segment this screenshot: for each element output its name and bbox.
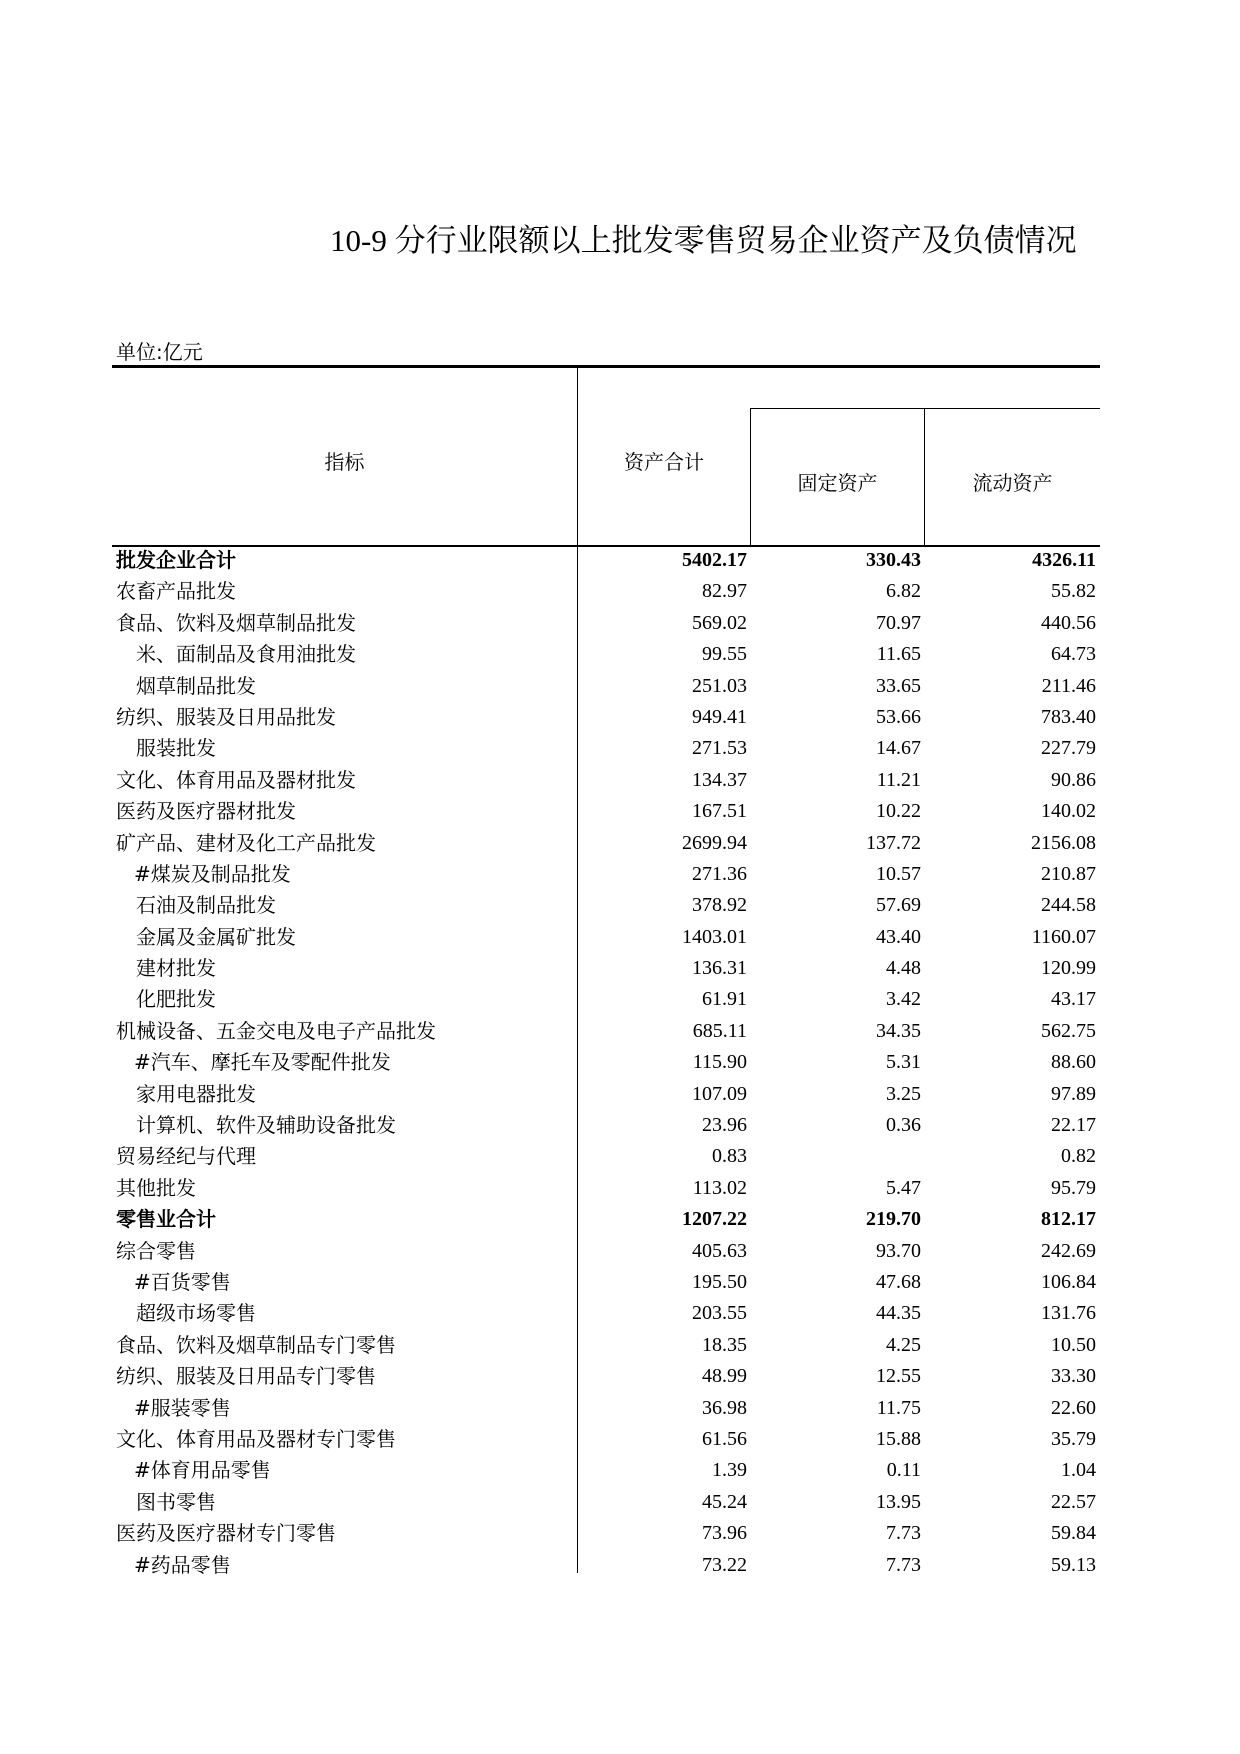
fixed-assets-cell: 44.35 — [876, 1302, 921, 1325]
fixed-assets-cell: 0.11 — [886, 1459, 921, 1482]
fixed-assets-cell: 6.82 — [886, 580, 921, 603]
total-assets-cell: 107.09 — [692, 1082, 747, 1105]
current-assets-cell: 783.40 — [1041, 705, 1096, 728]
fixed-assets-cell: 10.57 — [876, 862, 921, 885]
fixed-assets-cell: 11.65 — [876, 643, 921, 666]
current-assets-cell: 90.86 — [1051, 768, 1096, 791]
fixed-assets-cell: 10.22 — [876, 800, 921, 823]
table-row — [112, 953, 1100, 984]
fixed-assets-cell: 93.70 — [876, 1239, 921, 1262]
row-label: 化肥批发 — [136, 987, 216, 1012]
table-row — [112, 890, 1100, 921]
table-row — [112, 828, 1100, 859]
header-indicator: 指标 — [324, 450, 365, 474]
fixed-assets-cell: 219.70 — [866, 1208, 921, 1231]
fixed-assets-cell: 47.68 — [876, 1270, 921, 1293]
fixed-assets-cell: 7.73 — [886, 1553, 921, 1576]
fixed-assets-cell: 5.31 — [886, 1051, 921, 1074]
page-title: 10-9 分行业限额以上批发零售贸易企业资产及负债情况 — [330, 223, 1077, 258]
row-label: #煤炭及制品批发 — [134, 861, 291, 886]
table-row — [112, 765, 1100, 796]
table-top-rule — [112, 365, 1100, 368]
current-assets-cell: 140.02 — [1041, 800, 1096, 823]
row-label: 机械设备、五金交电及电子产品批发 — [116, 1018, 436, 1043]
fixed-assets-cell: 3.42 — [886, 988, 921, 1011]
total-assets-cell: 73.22 — [702, 1553, 747, 1576]
total-assets-cell: 2699.94 — [682, 831, 747, 854]
row-label: #百货零售 — [134, 1269, 231, 1294]
table-row — [112, 984, 1100, 1015]
total-assets-cell: 18.35 — [702, 1333, 747, 1356]
row-label: 服装批发 — [136, 736, 216, 761]
table-row — [112, 1047, 1100, 1078]
total-assets-cell: 251.03 — [692, 674, 747, 697]
table-row — [112, 1298, 1100, 1329]
total-assets-cell: 23.96 — [702, 1114, 747, 1137]
total-assets-cell: 82.97 — [702, 580, 747, 603]
fixed-assets-cell: 5.47 — [886, 1176, 921, 1199]
total-assets-cell: 45.24 — [702, 1490, 747, 1513]
total-assets-cell: 569.02 — [692, 611, 747, 634]
table-row — [112, 702, 1100, 733]
current-assets-cell: 2156.08 — [1031, 831, 1096, 854]
row-label: 文化、体育用品及器材批发 — [116, 767, 356, 792]
current-assets-cell: 120.99 — [1041, 957, 1096, 980]
total-assets-cell: 405.63 — [692, 1239, 747, 1262]
row-label: 金属及金属矿批发 — [136, 924, 296, 949]
table-row — [112, 922, 1100, 953]
table-row — [112, 1550, 1100, 1581]
table-body — [112, 545, 1100, 1581]
row-label: 纺织、服装及日用品批发 — [116, 704, 336, 729]
total-assets-cell: 378.92 — [692, 894, 747, 917]
fixed-assets-cell: 4.25 — [886, 1333, 921, 1356]
current-assets-cell: 22.57 — [1051, 1490, 1096, 1513]
current-assets-cell: 211.46 — [1041, 674, 1096, 697]
current-assets-cell: 562.75 — [1041, 1019, 1096, 1042]
row-label: #服装零售 — [134, 1395, 231, 1420]
current-assets-cell: 1.04 — [1061, 1459, 1096, 1482]
table-row — [112, 1424, 1100, 1455]
total-assets-cell: 949.41 — [692, 705, 747, 728]
total-assets-cell: 136.31 — [692, 957, 747, 980]
total-assets-cell: 271.36 — [692, 862, 747, 885]
subheader-top-rule — [750, 408, 1100, 409]
table-row — [112, 1455, 1100, 1486]
row-label: 石油及制品批发 — [136, 893, 276, 918]
current-assets-cell: 97.89 — [1051, 1082, 1096, 1105]
unit-label: 单位:亿元 — [116, 340, 203, 364]
current-assets-cell: 131.76 — [1041, 1302, 1096, 1325]
fixed-assets-cell: 53.66 — [876, 705, 921, 728]
current-assets-cell: 33.30 — [1051, 1365, 1096, 1388]
fixed-assets-cell: 14.67 — [876, 737, 921, 760]
current-assets-cell: 242.69 — [1041, 1239, 1096, 1262]
current-assets-cell: 22.60 — [1051, 1396, 1096, 1419]
row-label: 其他批发 — [116, 1175, 196, 1200]
fixed-assets-cell: 12.55 — [876, 1365, 921, 1388]
row-label: 食品、饮料及烟草制品专门零售 — [116, 1332, 396, 1357]
fixed-assets-cell: 11.75 — [876, 1396, 921, 1419]
table-row — [112, 859, 1100, 890]
table-row — [112, 576, 1100, 607]
total-assets-cell: 203.55 — [692, 1302, 747, 1325]
row-label: #汽车、摩托车及零配件批发 — [134, 1050, 391, 1075]
row-label: 超级市场零售 — [136, 1301, 256, 1326]
table-row — [112, 671, 1100, 702]
total-assets-cell: 5402.17 — [682, 549, 747, 571]
total-assets-cell: 99.55 — [702, 643, 747, 666]
current-assets-cell: 812.17 — [1041, 1208, 1096, 1231]
row-label: 批发企业合计 — [116, 548, 236, 572]
total-assets-cell: 271.53 — [692, 737, 747, 760]
row-label: 家用电器批发 — [136, 1081, 256, 1106]
fixed-assets-cell: 13.95 — [876, 1490, 921, 1513]
table-row — [112, 733, 1100, 764]
current-assets-cell: 22.17 — [1051, 1114, 1096, 1137]
total-assets-cell: 685.11 — [692, 1019, 747, 1042]
current-assets-cell: 43.17 — [1051, 988, 1096, 1011]
table-row — [112, 1330, 1100, 1361]
row-label: 医药及医疗器材专门零售 — [116, 1521, 336, 1546]
total-assets-cell: 0.83 — [712, 1145, 747, 1168]
table-row — [112, 1016, 1100, 1047]
fixed-assets-cell: 34.35 — [876, 1019, 921, 1042]
row-label: #药品零售 — [134, 1552, 231, 1577]
fixed-assets-cell: 11.21 — [876, 768, 921, 791]
fixed-assets-cell: 3.25 — [886, 1082, 921, 1105]
row-label: 米、面制品及食用油批发 — [136, 642, 356, 667]
total-assets-cell: 115.90 — [692, 1051, 747, 1074]
fixed-assets-cell: 43.40 — [876, 925, 921, 948]
current-assets-cell: 210.87 — [1041, 862, 1096, 885]
row-label: 计算机、软件及辅助设备批发 — [136, 1113, 396, 1138]
current-assets-cell: 59.84 — [1051, 1522, 1096, 1545]
row-label: 综合零售 — [116, 1238, 196, 1263]
total-assets-cell: 36.98 — [702, 1396, 747, 1419]
table-row — [112, 1204, 1100, 1235]
table-row — [112, 796, 1100, 827]
total-assets-cell: 134.37 — [692, 768, 747, 791]
header-current-assets: 流动资产 — [972, 471, 1053, 495]
table-row — [112, 1518, 1100, 1549]
total-assets-cell: 1207.22 — [682, 1208, 747, 1231]
row-label: 矿产品、建材及化工产品批发 — [116, 830, 376, 855]
table-row — [112, 1393, 1100, 1424]
total-assets-cell: 48.99 — [702, 1365, 747, 1388]
table-row — [112, 1361, 1100, 1392]
row-label: 零售业合计 — [116, 1207, 216, 1232]
total-assets-cell: 61.91 — [702, 988, 747, 1011]
total-assets-cell: 73.96 — [702, 1522, 747, 1545]
row-label: 图书零售 — [136, 1489, 216, 1514]
fixed-assets-cell: 4.48 — [886, 957, 921, 980]
fixed-assets-cell: 57.69 — [876, 894, 921, 917]
row-label: 食品、饮料及烟草制品批发 — [116, 610, 356, 635]
fixed-assets-cell: 0.36 — [886, 1114, 921, 1137]
table-row — [112, 1079, 1100, 1110]
fixed-assets-cell: 33.65 — [876, 674, 921, 697]
current-assets-cell: 0.82 — [1061, 1145, 1096, 1168]
row-label: 纺织、服装及日用品专门零售 — [116, 1364, 376, 1389]
current-assets-cell: 1160.07 — [1031, 925, 1096, 948]
fixed-assets-cell: 15.88 — [876, 1427, 921, 1450]
table-row — [112, 1110, 1100, 1141]
current-assets-cell: 10.50 — [1051, 1333, 1096, 1356]
total-assets-cell: 195.50 — [692, 1270, 747, 1293]
row-label: 建材批发 — [136, 956, 216, 981]
total-assets-cell: 1403.01 — [682, 925, 747, 948]
current-assets-cell: 227.79 — [1041, 737, 1096, 760]
current-assets-cell: 88.60 — [1051, 1051, 1096, 1074]
current-assets-cell: 35.79 — [1051, 1427, 1096, 1450]
row-label: 文化、体育用品及器材专门零售 — [116, 1426, 396, 1451]
fixed-assets-cell: 330.43 — [866, 549, 921, 571]
total-assets-cell: 167.51 — [692, 800, 747, 823]
row-label: 烟草制品批发 — [136, 673, 256, 698]
total-assets-cell: 61.56 — [702, 1427, 747, 1450]
total-assets-cell: 113.02 — [692, 1176, 747, 1199]
fixed-assets-cell: 7.73 — [886, 1522, 921, 1545]
fixed-assets-cell: 137.72 — [866, 831, 921, 854]
current-assets-cell: 4326.11 — [1032, 549, 1096, 571]
table-row — [112, 1141, 1100, 1172]
current-assets-cell: 244.58 — [1041, 894, 1096, 917]
current-assets-cell: 64.73 — [1051, 643, 1096, 666]
table-row — [112, 1236, 1100, 1267]
table-row — [112, 1267, 1100, 1298]
header-fixed-assets: 固定资产 — [797, 471, 878, 495]
current-assets-cell: 59.13 — [1051, 1553, 1096, 1576]
current-assets-cell: 55.82 — [1051, 580, 1096, 603]
total-assets-cell: 1.39 — [712, 1459, 747, 1482]
header-total-assets: 资产合计 — [624, 450, 704, 474]
table-row — [112, 608, 1100, 639]
table-row — [112, 1173, 1100, 1204]
row-label: 农畜产品批发 — [116, 579, 236, 604]
fixed-assets-cell: 70.97 — [876, 611, 921, 634]
table-row — [112, 545, 1100, 576]
current-assets-cell: 440.56 — [1041, 611, 1096, 634]
table-row — [112, 639, 1100, 670]
table-row — [112, 1487, 1100, 1518]
current-assets-cell: 106.84 — [1041, 1270, 1096, 1293]
row-label: #体育用品零售 — [134, 1458, 271, 1483]
current-assets-cell: 95.79 — [1051, 1176, 1096, 1199]
row-label: 贸易经纪与代理 — [116, 1144, 256, 1169]
row-label: 医药及医疗器材批发 — [116, 799, 296, 824]
